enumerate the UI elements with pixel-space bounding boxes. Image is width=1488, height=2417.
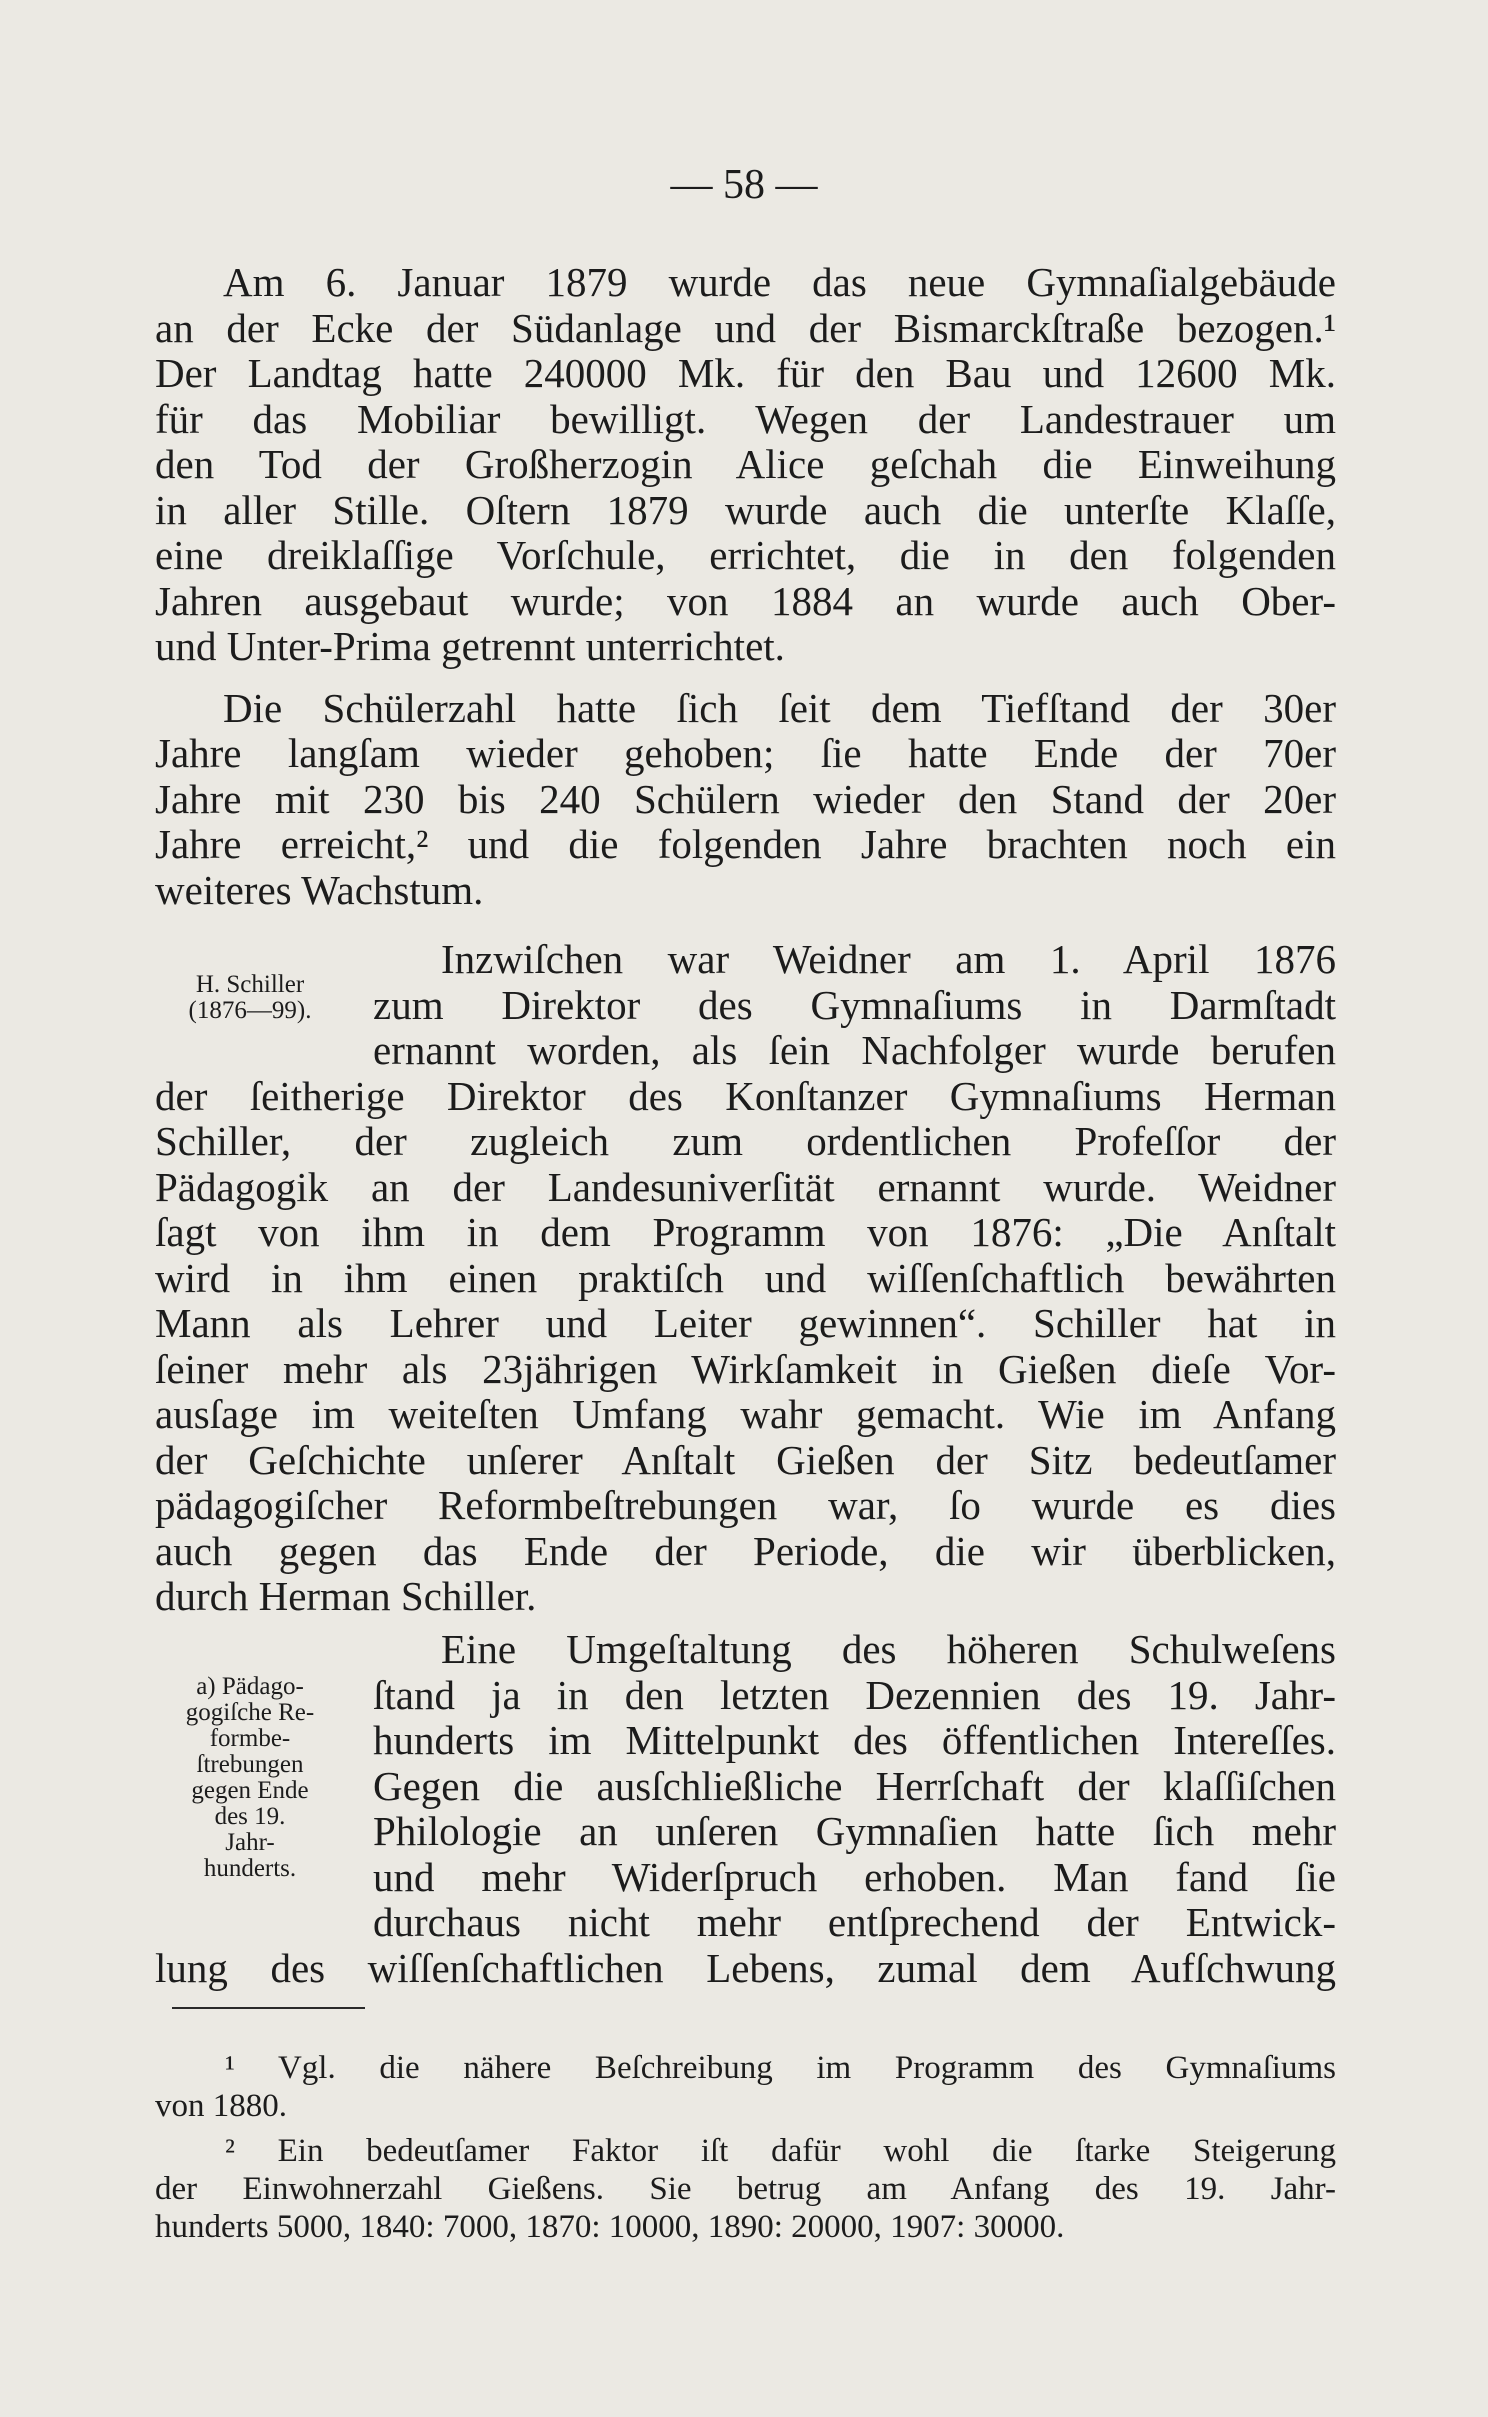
text-line: lung des wiſſenſchaftlichen Lebens, zumal dem Aufſchwung xyxy=(155,1945,1336,1991)
text-line: ausſage im weiteſten Umfang wahr gemacht. Wie im Anfang xyxy=(155,1391,1336,1437)
text-line: Der Landtag hatte 240000 Mk. für den Bau und 12600 Mk. xyxy=(155,350,1336,396)
text-line: hunderts im Mittelpunkt des öffentlichen Intereſſes. xyxy=(373,1717,1336,1763)
text-line: Jahre mit 230 bis 240 Schülern wieder den Stand der 20er xyxy=(155,776,1336,822)
text-line: ſeiner mehr als 23jährigen Wirkſamkeit in Gießen dieſe Vor- xyxy=(155,1346,1336,1392)
text-line: Jahren ausgebaut wurde; von 1884 an wurde auch Ober- xyxy=(155,578,1336,624)
margin-note-line: gogiſche Re- xyxy=(185,1699,315,1726)
text-line: Inzwiſchen war Weidner am 1. April 1876 xyxy=(441,936,1336,982)
text-line: weiteres Wachstum. xyxy=(155,867,484,913)
text-line: den Tod der Großherzogin Alice geſchah die Einweihung xyxy=(155,441,1336,487)
margin-note-line: des 19. xyxy=(214,1803,286,1830)
text-line: auch gegen das Ende der Periode, die wir überblicken, xyxy=(155,1528,1336,1574)
footnote-line: hunderts 5000, 1840: 7000, 1870: 10000, 1890: 20000, 1907: 30000. xyxy=(155,2209,1065,2245)
text-line: zum Direktor des Gymnaſiums in Darmſtadt xyxy=(373,982,1336,1028)
text-line: und Unter-Prima getrennt unterrichtet. xyxy=(155,623,785,669)
margin-note xyxy=(145,1674,355,1882)
text-line: pädagogiſcher Reformbeſtrebungen war, ſo wurde es dies xyxy=(155,1482,1336,1528)
text-line: an der Ecke der Südanlage und der Bismarckſtraße bezogen.¹ xyxy=(155,305,1336,351)
footnote-line: ² Ein bedeutſamer Faktor iſt dafür wohl die ſtarke Steigerung xyxy=(225,2133,1336,2169)
margin-note-line: hunderts. xyxy=(203,1855,297,1882)
text-line: Schiller, der zugleich zum ordentlichen Profeſſor der xyxy=(155,1118,1336,1164)
margin-note-line: gegen Ende xyxy=(191,1777,309,1804)
footnote-divider xyxy=(172,2007,365,2009)
text-line: ſtand ja in den letzten Dezennien des 19. Jahr- xyxy=(373,1672,1336,1718)
text-line: durch Herman Schiller. xyxy=(155,1573,537,1619)
text-line: wird in ihm einen praktiſch und wiſſenſchaftlich bewährten xyxy=(155,1255,1336,1301)
text-line: durchaus nicht mehr entſprechend der Entwick- xyxy=(373,1899,1336,1945)
page-number: — 58 — xyxy=(670,162,818,208)
text-line: Jahre erreicht,² und die folgenden Jahre brachten noch ein xyxy=(155,821,1336,867)
text-line: in aller Stille. Oſtern 1879 wurde auch die unterſte Klaſſe, xyxy=(155,487,1336,533)
footnote-line: ¹ Vgl. die nähere Beſchreibung im Programm des Gymnaſiums xyxy=(225,2050,1336,2086)
text-line: und mehr Widerſpruch erhoben. Man fand ſie xyxy=(373,1854,1336,1900)
text-line: Die Schülerzahl hatte ſich ſeit dem Tiefſtand der 30er xyxy=(223,685,1336,731)
text-line: Mann als Lehrer und Leiter gewinnen“. Schiller hat in xyxy=(155,1300,1336,1346)
margin-note-line: (1876—99). xyxy=(188,997,312,1024)
text-line: Pädagogik an der Landesuniverſität ernannt wurde. Weidner xyxy=(155,1164,1336,1210)
text-line: ſagt von ihm in dem Programm von 1876: „Die Anſtalt xyxy=(155,1209,1336,1255)
margin-note xyxy=(145,972,355,1024)
text-line: ernannt worden, als ſein Nachfolger wurde berufen xyxy=(373,1027,1336,1073)
margin-note-line: a) Pädago- xyxy=(196,1673,304,1700)
text-line: Philologie an unſeren Gymnaſien hatte ſich mehr xyxy=(373,1808,1336,1854)
text-line: eine dreiklaſſige Vorſchule, errichtet, die in den folgenden xyxy=(155,532,1336,578)
margin-note-line: formbe- xyxy=(209,1725,291,1752)
text-line: Am 6. Januar 1879 wurde das neue Gymnaſialgebäude xyxy=(223,259,1336,305)
text-line: Eine Umgeſtaltung des höheren Schulweſens xyxy=(441,1626,1336,1672)
margin-note-line: ſtrebungen xyxy=(196,1751,304,1778)
text-line: Gegen die ausſchließliche Herrſchaft der klaſſiſchen xyxy=(373,1763,1336,1809)
footnote-line: von 1880. xyxy=(155,2088,287,2124)
text-line: der Geſchichte unſerer Anſtalt Gießen der Sitz bedeutſamer xyxy=(155,1437,1336,1483)
text-line: Jahre langſam wieder gehoben; ſie hatte Ende der 70er xyxy=(155,730,1336,776)
text-line: für das Mobiliar bewilligt. Wegen der Landestrauer um xyxy=(155,396,1336,442)
footnote-line: der Einwohnerzahl Gießens. Sie betrug am Anfang des 19. Jahr- xyxy=(155,2171,1336,2207)
text-line: der ſeitherige Direktor des Konſtanzer Gymnaſiums Herman xyxy=(155,1073,1336,1119)
margin-note-line: Jahr- xyxy=(225,1829,275,1856)
margin-note-line: H. Schiller xyxy=(195,971,305,998)
